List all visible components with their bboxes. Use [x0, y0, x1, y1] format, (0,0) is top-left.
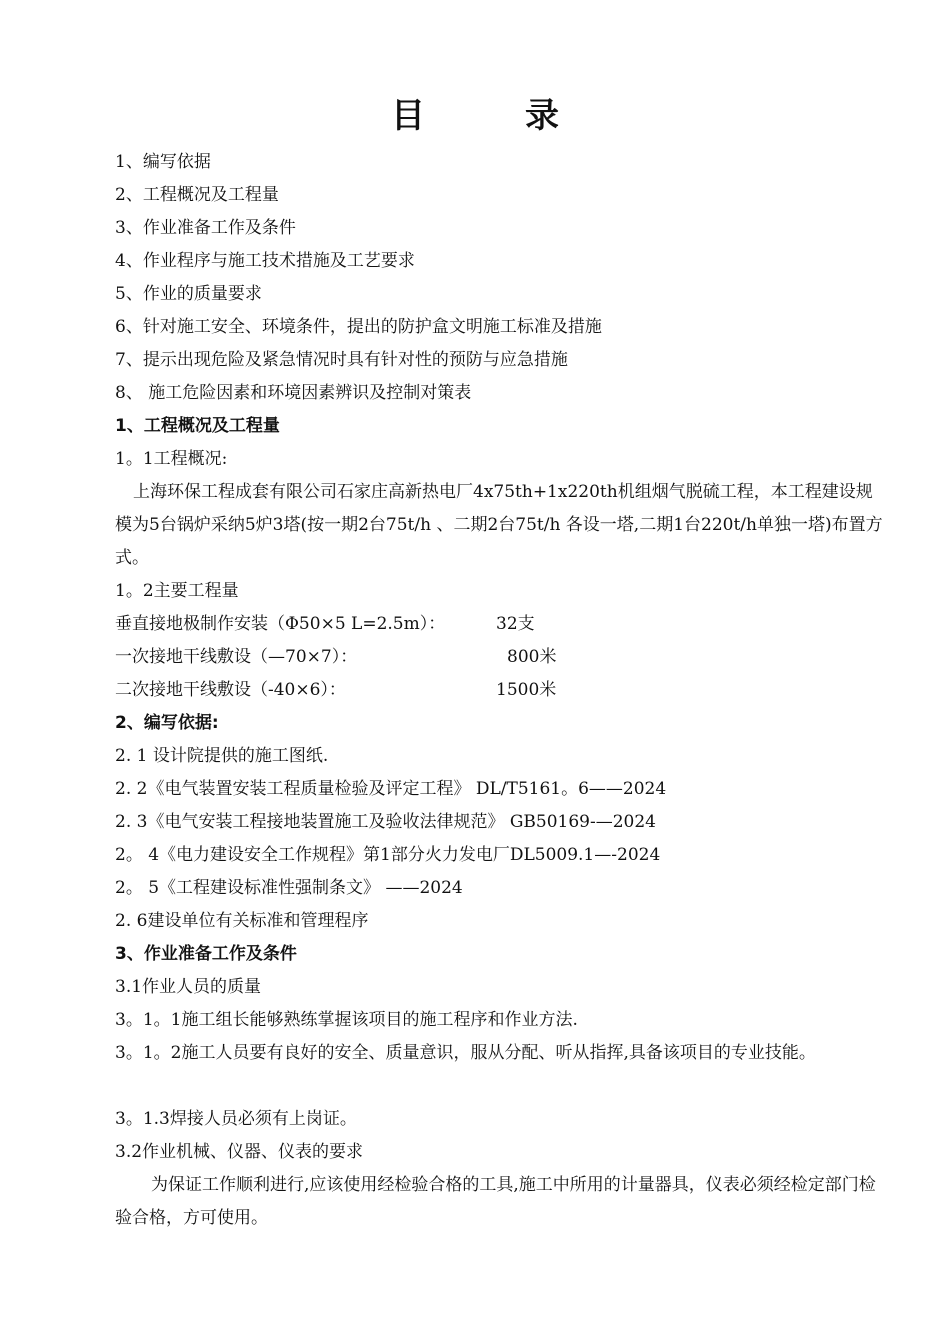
- reference-item: 2. 2《电气装置安装工程质量检验及评定工程》 DL/T5161。6——2024: [115, 779, 667, 799]
- toc-item: 2、工程概况及工程量: [115, 185, 279, 205]
- section-heading: 3、作业准备工作及条件: [115, 944, 297, 964]
- toc-item: 4、作业程序与施工技术措施及工艺要求: [115, 251, 415, 271]
- quantity-item: 垂直接地极制作安装（Φ50×5 L=2.5m）：: [115, 614, 446, 634]
- quantity-item: 一次接地干线敷设（—70×7）：: [115, 647, 358, 667]
- toc-item: 7、提示出现危险及紧急情况时具有针对性的预防与应急措施: [115, 350, 568, 370]
- requirement-item: 3。1。2施工人员要有良好的安全、质量意识，服从分配、听从指挥,具备该项目的专业技能。: [115, 1043, 816, 1063]
- subsection-heading: 3.1作业人员的质量: [115, 977, 262, 997]
- title-char-1: 目: [391, 96, 425, 136]
- quantity-amount: 800米: [507, 647, 557, 667]
- requirement-item: 3。1.3焊接人员必须有上岗证。: [115, 1109, 357, 1129]
- title-char-2: 录: [525, 96, 559, 136]
- requirement-item: 3。1。1施工组长能够熟练掌握该项目的施工程序和作业方法.: [115, 1010, 578, 1030]
- quantity-amount: 1500米: [496, 680, 557, 700]
- toc-item: 3、作业准备工作及条件: [115, 218, 296, 238]
- subsection-heading: 1。1工程概况:: [115, 449, 228, 469]
- subsection-heading: 3.2作业机械、仪器、仪表的要求: [115, 1142, 364, 1162]
- reference-item: 2. 3《电气安装工程接地装置施工及验收法律规范》 GB50169-—2024: [115, 812, 657, 832]
- reference-item: 2。 5《工程建设标准性强制条文》 ——2024: [115, 878, 463, 898]
- subsection-heading: 1。2主要工程量: [115, 581, 239, 601]
- section-heading: 2、编写依据:: [115, 713, 219, 733]
- quantity-item: 二次接地干线敷设（-40×6）：: [115, 680, 346, 700]
- reference-item: 2. 1 设计院提供的施工图纸.: [115, 746, 329, 766]
- page-title: [0, 88, 950, 137]
- paragraph: 上海环保工程成套有限公司石家庄高新热电厂4x75th+1x220th机组烟气脱硫工程，本工程建设规模为5台锅炉采纳5炉3塔(按一期2台75t/h 、二期2台75t/h 各设一塔,二期1台220t/h单独一塔)布置方式。: [115, 482, 883, 568]
- toc-item: 1、编写依据: [115, 152, 211, 172]
- toc-item: 5、作业的质量要求: [115, 284, 262, 304]
- paragraph: 为保证工作顺利进行,应该使用经检验合格的工具,施工中所用的计量器具，仪表必须经检定部门检验合格，方可使用。: [115, 1175, 876, 1228]
- section-heading: 1、工程概况及工程量: [115, 416, 280, 436]
- toc-item: 8、 施工危险因素和环境因素辨识及控制对策表: [115, 383, 472, 403]
- reference-item: 2。 4《电力建设安全工作规程》第1部分火力发电厂DL5009.1—-2024: [115, 845, 661, 865]
- reference-item: 2. 6建设单位有关标准和管理程序: [115, 911, 369, 931]
- quantity-amount: 32支: [496, 614, 535, 634]
- toc-item: 6、针对施工安全、环境条件，提出的防护盒文明施工标准及措施: [115, 317, 602, 337]
